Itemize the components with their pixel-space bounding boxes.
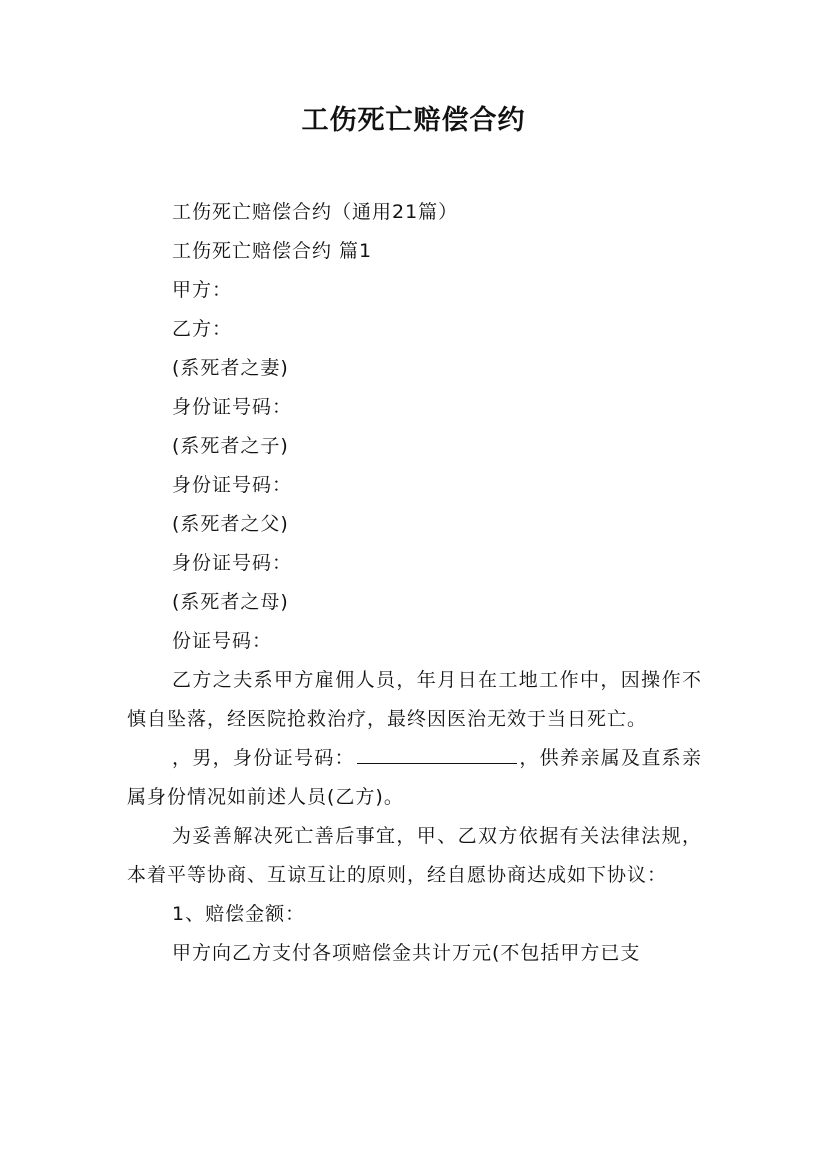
relation-son: (系死者之子) [172, 435, 289, 457]
id-number-line: 份证号码： [172, 630, 273, 652]
id-number-line: 身份证号码： [172, 474, 293, 496]
id-number-line: 身份证号码： [172, 552, 293, 574]
clause-paragraph: 甲方向乙方支付各项赔偿金共计万元(不包括甲方已支 [172, 942, 641, 964]
clause-heading: 1、赔偿金额： [172, 903, 306, 925]
id-number-blank [357, 743, 517, 764]
section-heading: 工伤死亡赔偿合约 篇1 [172, 240, 373, 262]
relation-wife: (系死者之妻) [172, 357, 289, 379]
purpose-paragraph: 为妥善解决死亡善后事宜，甲、乙双方依据有关法律法规，本着平等协商、互谅互让的原则，经自愿协商达成如下协议： [127, 825, 702, 886]
document-title: 工伤死亡赔偿合约 [301, 105, 526, 136]
party-a-line: 甲方： [172, 279, 233, 301]
incident-paragraph: 乙方之夫系甲方雇佣人员，年月日在工地工作中，因操作不慎自坠落，经医院抢救治疗，最终因医治无效于当日死亡。 [127, 669, 702, 730]
party-b-line: 乙方： [172, 318, 233, 340]
doc-heading-line: 工伤死亡赔偿合约（通用21篇） [172, 201, 459, 223]
deceased-id-paragraph [127, 739, 702, 817]
relation-father: (系死者之父) [172, 513, 289, 535]
id-number-line: 身份证号码： [172, 396, 293, 418]
deceased-id-prefix: ，男，身份证号码： [172, 747, 355, 769]
document-body [127, 193, 702, 973]
deceased-id-suffix: ，供养亲属及直系亲属身份情况如前述人员(乙方)。 [127, 747, 702, 808]
relation-mother: (系死者之母) [172, 591, 289, 613]
